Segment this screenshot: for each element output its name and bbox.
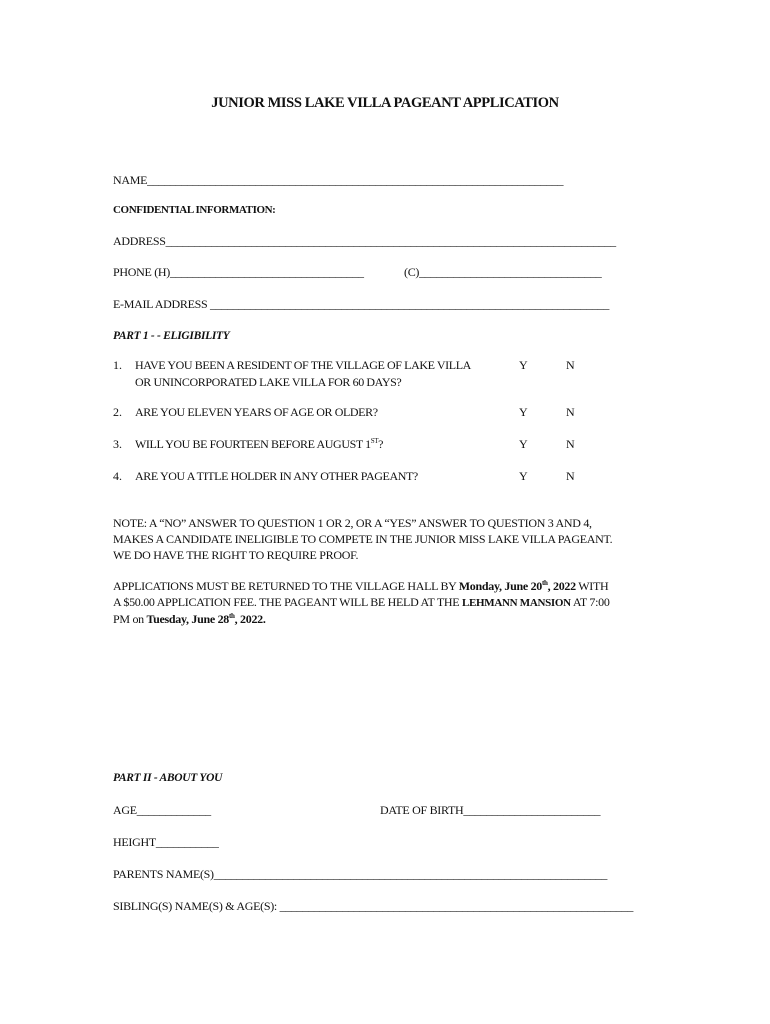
phone-home-field[interactable]: PHONE (H)__________________________________ — [113, 265, 364, 279]
question-1-line2: OR UNINCORPORATED LAKE VILLA FOR 60 DAYS? — [135, 375, 402, 389]
email-field[interactable]: E-MAIL ADDRESS ______________________________________________________________________ — [113, 297, 610, 311]
pageant-year: , 2022. — [234, 612, 266, 626]
applications-line-1 — [113, 578, 663, 594]
question-1-no[interactable]: N — [566, 358, 575, 372]
return-date: Monday, June 20 — [458, 579, 542, 593]
question-2-no[interactable]: N — [566, 405, 575, 419]
text-span: A $50.00 APPLICATION FEE. THE PAGEANT WILL BE HELD AT THE — [113, 595, 462, 609]
question-number: 2. — [113, 405, 122, 419]
page-title: JUNIOR MISS LAKE VILLA PAGEANT APPLICATION — [211, 95, 559, 111]
text-span: WITH — [575, 579, 609, 593]
name-field[interactable]: NAME_________________________________________________________________________ — [113, 173, 564, 187]
ordinal-suffix: th — [229, 612, 235, 620]
question-3-text — [135, 436, 383, 453]
ordinal-suffix: th — [541, 579, 548, 587]
part2-heading: PART II - ABOUT YOU — [113, 772, 223, 784]
note-line: NOTE: A “NO” ANSWER TO QUESTION 1 OR 2, OR A “YES” ANSWER TO QUESTION 3 AND 4, — [113, 516, 592, 530]
question-1-text — [135, 357, 471, 391]
return-year: , 2022 — [547, 579, 576, 593]
question-2-yes[interactable]: Y — [519, 405, 528, 419]
pageant-date: Tuesday, June 28 — [146, 612, 230, 626]
question-3-end: ? — [378, 437, 384, 451]
question-number: 1. — [113, 358, 122, 372]
text-span: AT 7:00 — [570, 595, 610, 609]
question-1-yes[interactable]: Y — [519, 358, 528, 372]
question-3-sup: ST — [370, 437, 379, 445]
applications-line-2 — [113, 594, 663, 611]
phone-cell-field[interactable]: (C)________________________________ — [404, 265, 602, 279]
note-line: MAKES A CANDIDATE INELIGIBLE TO COMPETE IN THE JUNIOR MISS LAKE VILLA PAGEANT. — [113, 532, 613, 546]
question-4-yes[interactable]: Y — [519, 469, 528, 483]
applications-paragraph — [113, 578, 663, 627]
height-field[interactable]: HEIGHT___________ — [113, 835, 219, 849]
applications-line-3 — [113, 611, 663, 627]
question-2-text: ARE YOU ELEVEN YEARS OF AGE OR OLDER? — [135, 405, 378, 419]
date-of-birth-field[interactable]: DATE OF BIRTH________________________ — [380, 803, 601, 817]
question-4-no[interactable]: N — [566, 469, 575, 483]
siblings-field[interactable]: SIBLING(S) NAME(S) & AGE(S): ______________________________________________________________ — [113, 899, 634, 913]
age-field[interactable]: AGE_____________ — [113, 803, 211, 817]
question-3-no[interactable]: N — [566, 437, 575, 451]
question-1-line1: HAVE YOU BEEN A RESIDENT OF THE VILLAGE OF LAKE VILLA — [135, 358, 471, 372]
text-span: PM on — [113, 612, 147, 626]
confidential-heading: CONFIDENTIAL INFORMATION: — [113, 204, 276, 216]
note-paragraph — [113, 515, 663, 563]
venue-name: LEHMANN MANSION — [461, 597, 571, 609]
question-number: 3. — [113, 437, 122, 451]
text-span: APPLICATIONS MUST BE RETURNED TO THE VILLAGE HALL BY — [113, 579, 459, 593]
parents-name-field[interactable]: PARENTS NAME(S)_____________________________________________________________________ — [113, 867, 608, 881]
question-number: 4. — [113, 469, 122, 483]
question-4-text: ARE YOU A TITLE HOLDER IN ANY OTHER PAGEANT? — [135, 469, 418, 483]
note-line: WE DO HAVE THE RIGHT TO REQUIRE PROOF. — [113, 548, 359, 562]
part1-heading: PART 1 - - ELIGIBILITY — [113, 330, 230, 342]
question-3-yes[interactable]: Y — [519, 437, 528, 451]
address-field[interactable]: ADDRESS_______________________________________________________________________________ — [113, 234, 616, 248]
question-3-main: WILL YOU BE FOURTEEN BEFORE AUGUST 1 — [135, 437, 371, 451]
